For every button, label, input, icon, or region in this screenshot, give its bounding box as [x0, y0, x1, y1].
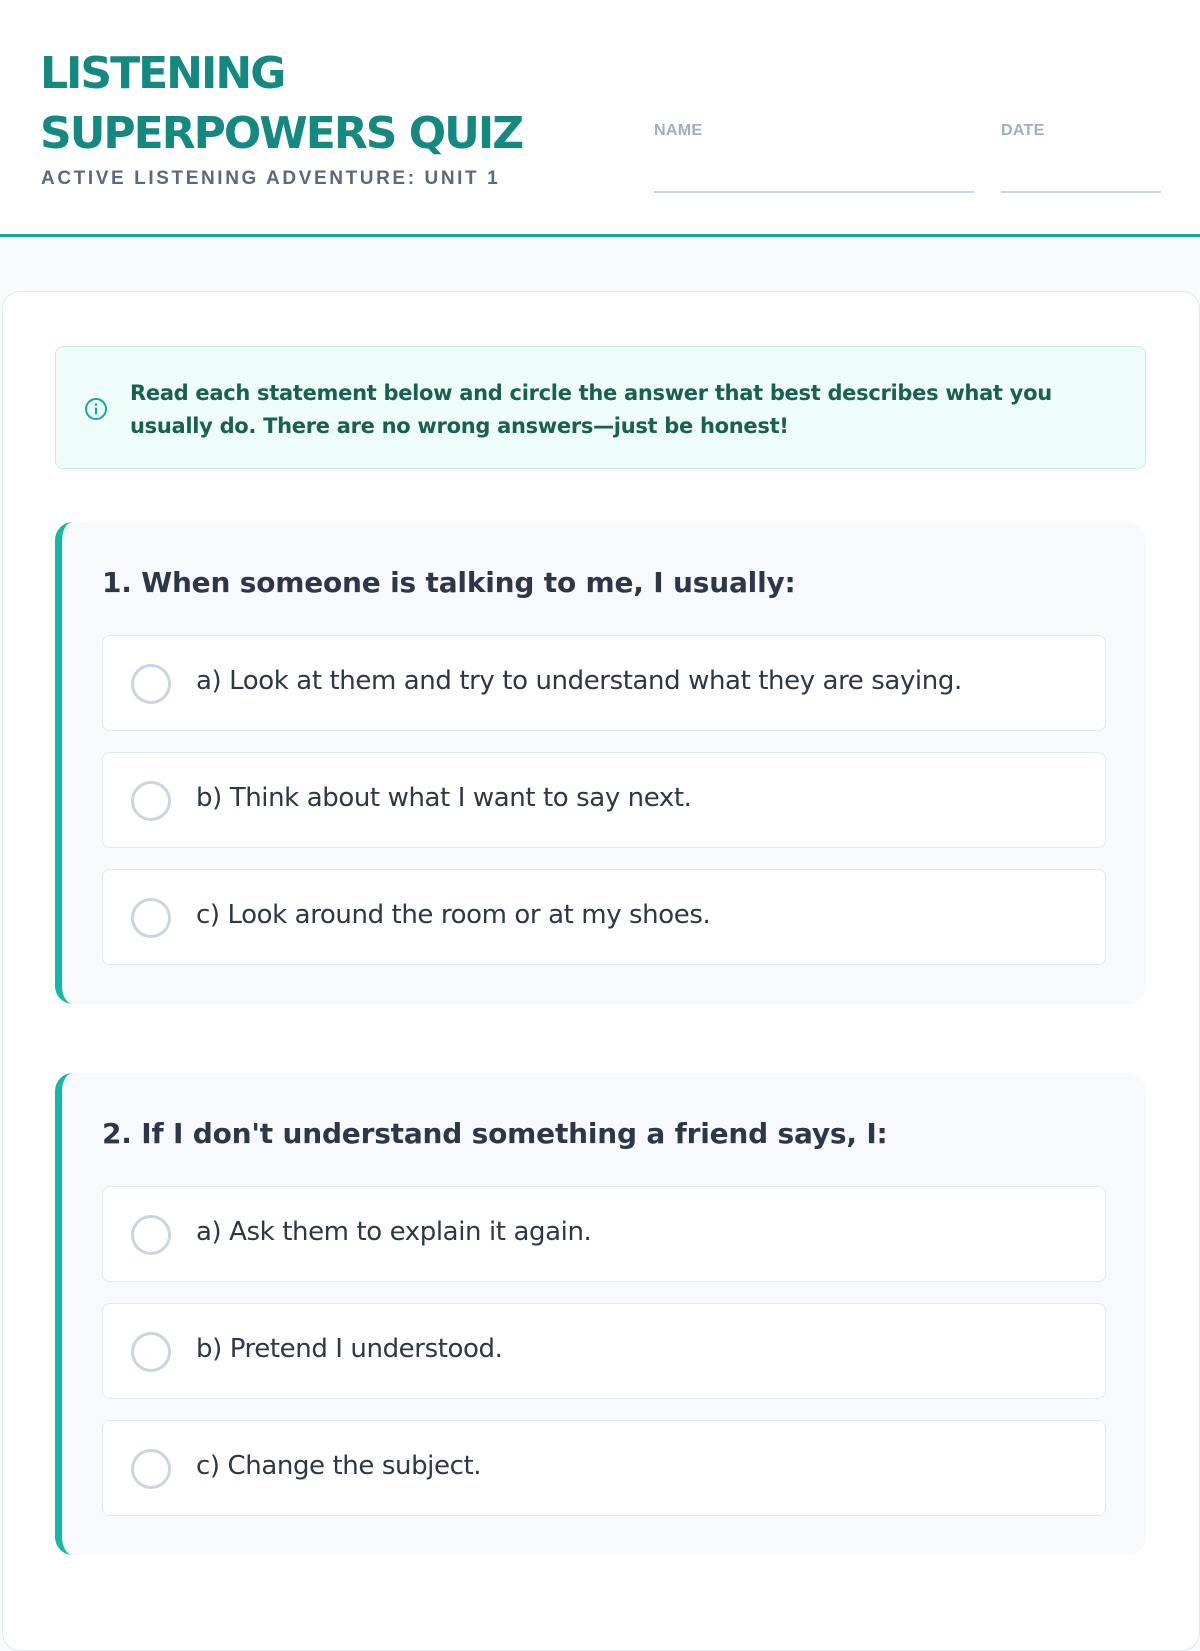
radio-button[interactable]: [131, 1215, 171, 1255]
instructions-notice: [55, 346, 1146, 469]
question-2: [55, 1073, 1146, 1555]
instructions-text: Read each statement below and circle the answer that best describes what you usually do. There are no wrong answers—just be honest!: [130, 381, 1052, 438]
radio-button[interactable]: [131, 781, 171, 821]
question-1: [55, 522, 1146, 1004]
name-label: NAME: [654, 122, 703, 139]
option-label: a) Ask them to explain it again.: [196, 1217, 592, 1247]
page-subtitle: ACTIVE LISTENING ADVENTURE: UNIT 1: [41, 168, 501, 189]
option-2a[interactable]: [102, 1186, 1106, 1282]
option-1c[interactable]: [102, 869, 1106, 965]
option-1a[interactable]: [102, 635, 1106, 731]
info-icon: [84, 397, 108, 421]
radio-button[interactable]: [131, 898, 171, 938]
page-title: LISTENING SUPERPOWERS QUIZ: [40, 48, 523, 159]
option-label: b) Think about what I want to say next.: [196, 783, 692, 813]
option-2b[interactable]: [102, 1303, 1106, 1399]
date-label: DATE: [1001, 122, 1045, 139]
question-title: 2. If I don't understand something a friend says, I:: [102, 1117, 888, 1150]
radio-button[interactable]: [131, 664, 171, 704]
option-label: c) Change the subject.: [196, 1451, 482, 1481]
date-field[interactable]: [1001, 122, 1161, 193]
radio-button[interactable]: [131, 1332, 171, 1372]
quiz-header: [0, 0, 1200, 237]
option-label: c) Look around the room or at my shoes.: [196, 900, 711, 930]
option-2c[interactable]: [102, 1420, 1106, 1516]
option-label: b) Pretend I understood.: [196, 1334, 503, 1364]
name-field[interactable]: [654, 122, 974, 193]
option-1b[interactable]: [102, 752, 1106, 848]
radio-button[interactable]: [131, 1449, 171, 1489]
question-title: 1. When someone is talking to me, I usually:: [102, 566, 796, 599]
option-label: a) Look at them and try to understand what they are saying.: [196, 666, 962, 696]
